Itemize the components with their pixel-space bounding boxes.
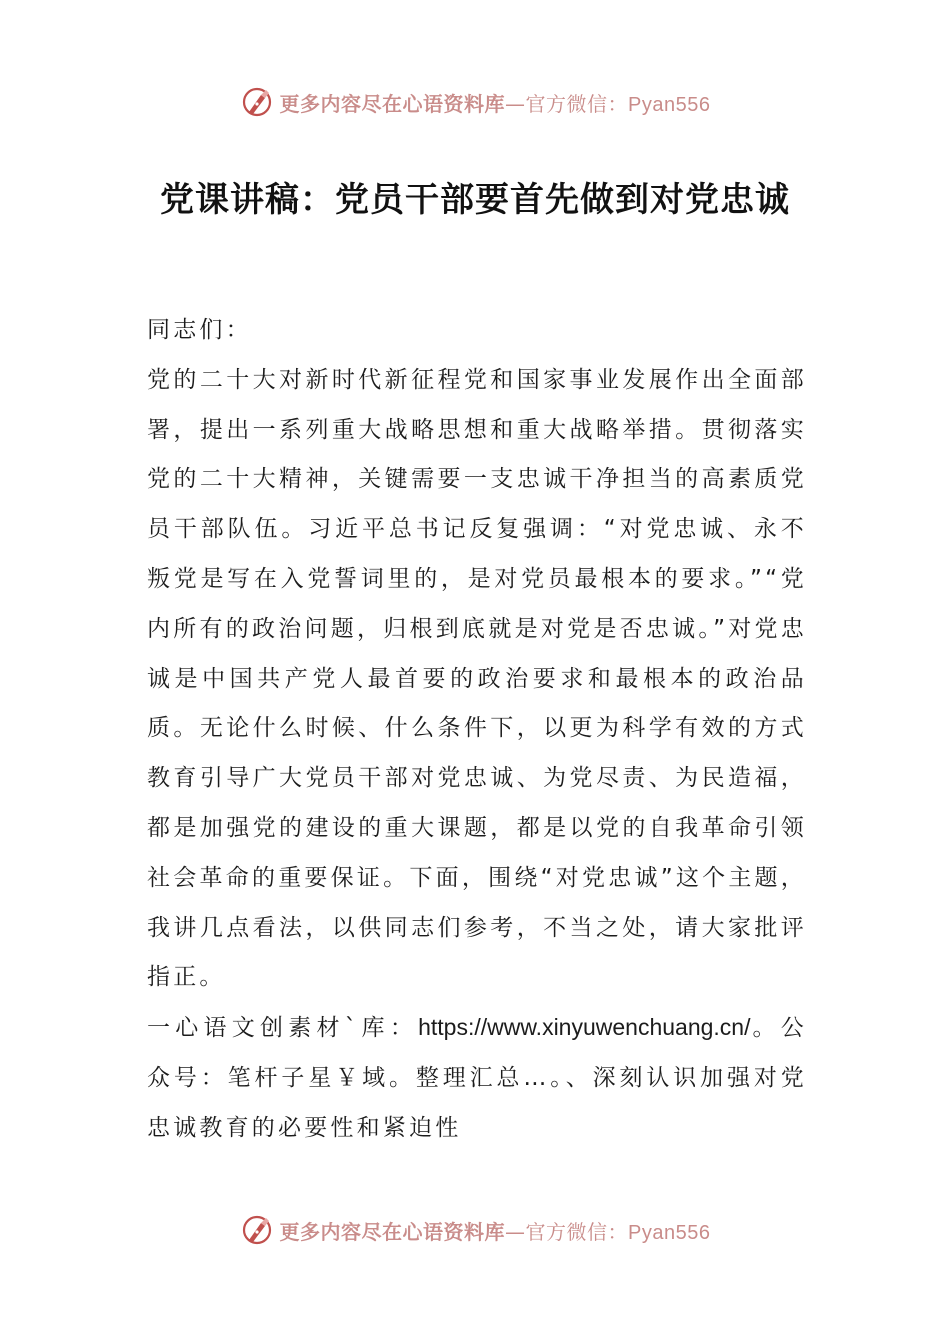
banner-main-text: 更多内容尽在心语资料库 — [279, 1219, 506, 1244]
body-paragraph-1: 党的二十大对新时代新征程党和国家事业发展作出全面部署，提出一系列重大战略思想和重大战略举措。贯彻落实党的二十大精神，关键需要一支忠诚干净担当的高素质党员干部队伍。习近平总书记反复强调：“对党忠诚、永不叛党是写在入党誓词里的，是对党员最根本的要求。”“党内所有的政治问题，归根到底就是对党是否忠诚。”对党忠诚是中国共产党人最首要的政治要求和最根本的政治品质。无论什么时候、什么条件下，以更为科学有效的方式教育引导广大党员干部对党忠诚、为党尽责、为民造福，都是加强党的建设的重大课题，都是以党的自我革命引领社会革命的重要保证。下面，围绕“对党忠诚”这个主题，我讲几点看法，以供同志们参考，不当之处，请大家批评指正。 — [147, 366, 807, 991]
pen-nib-logo-icon — [240, 85, 274, 119]
pen-nib-logo-icon — [240, 1213, 274, 1247]
source-prefix: 一心语文创素材`库： — [147, 1015, 419, 1042]
banner-dash: — — [505, 1219, 526, 1244]
body-paragraph-2 — [147, 1003, 807, 1153]
banner-text — [280, 88, 711, 117]
banner-text — [280, 1216, 711, 1245]
document-body — [147, 306, 807, 1154]
banner-sub-text: 官方微信： — [525, 91, 629, 116]
banner-wechat-id: Pyan556 — [628, 93, 711, 116]
banner-wechat-id: Pyan556 — [628, 1221, 711, 1244]
document-title: 党课讲稿：党员干部要首先做到对党忠诚 — [160, 180, 790, 220]
header-watermark-banner — [0, 82, 950, 122]
banner-dash: — — [505, 91, 526, 116]
banner-main-text: 更多内容尽在心语资料库 — [279, 91, 506, 116]
banner-sub-text: 官方微信： — [525, 1219, 629, 1244]
greeting-paragraph: 同志们： — [147, 317, 252, 343]
source-url-link[interactable]: https://www.xinyuwenchuang.cn/ — [418, 1014, 751, 1041]
footer-watermark-banner — [0, 1210, 950, 1250]
source-suffix: 。公众号：笔杆子星￥域。整理汇总…。、深刻认识加强对党忠诚教育的必要性和紧迫性 — [147, 1015, 807, 1141]
